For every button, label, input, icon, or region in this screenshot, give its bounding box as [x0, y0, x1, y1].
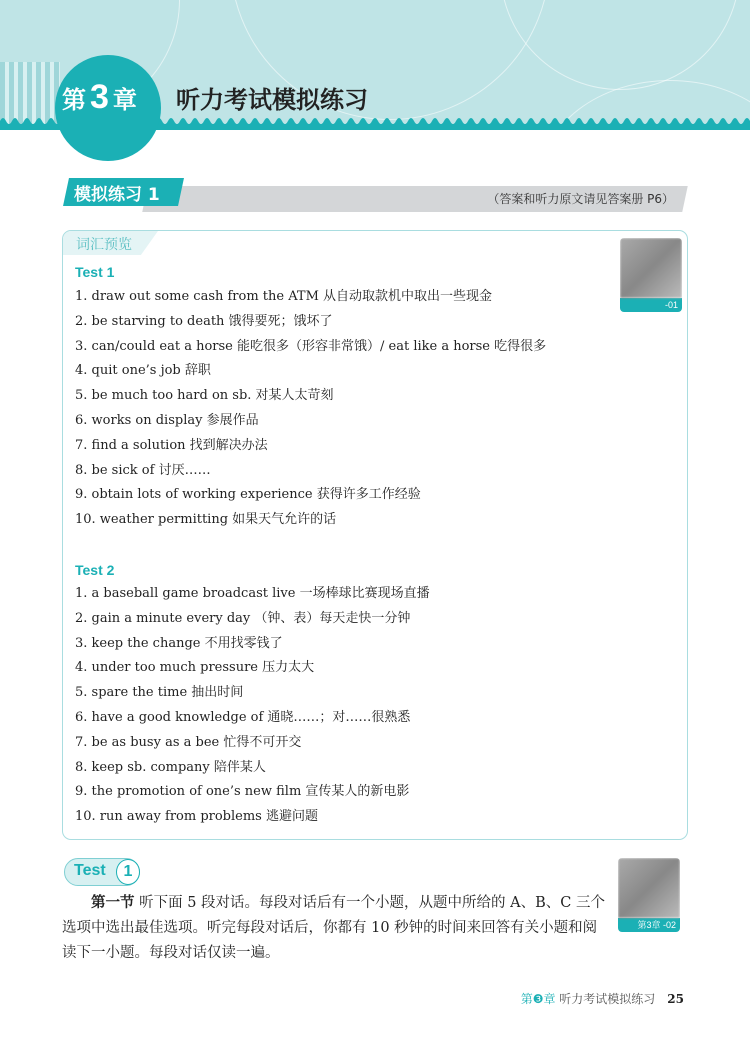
- vocab-item: 1. draw out some cash from the ATM 从自动取款机中取出一些现金: [75, 289, 493, 304]
- vocab-item: 5. spare the time 抽出时间: [75, 685, 244, 701]
- vocab-item: 7. be as busy as a bee 忙得不可开交: [75, 734, 302, 750]
- vocab-item: 4. quit one’s job 辞职: [75, 363, 211, 379]
- vocab-item: 5. be much too hard on sb. 对某人太苛刻: [75, 388, 334, 404]
- section-label: 模拟练习 1: [74, 185, 160, 205]
- chapter-suffix: 章: [112, 87, 137, 114]
- vocab-item: 8. keep sb. company 陪伴某人: [75, 759, 266, 775]
- qr-caption: 第3章 -02: [618, 918, 680, 932]
- vocab-item: 1. a baseball game broadcast live 一场棒球比赛现场直播: [75, 586, 430, 601]
- page-number: 25: [667, 992, 684, 1006]
- chapter-num: 3: [90, 78, 109, 116]
- vocab-item: 3. keep the change 不用找零钱了: [75, 635, 283, 651]
- test2-heading: Test 2: [75, 562, 115, 578]
- vocab-item: 9. obtain lots of working experience 获得许多工作经验: [75, 487, 421, 503]
- instructions: [62, 890, 608, 966]
- test-number: 1: [116, 859, 140, 885]
- vocab-item: 6. have a good knowledge of 通晓……；对……很熟悉: [75, 709, 411, 725]
- vocab-item: 7. find a solution 找到解决办法: [75, 437, 268, 453]
- vocab-item: 6. works on display 参展作品: [75, 412, 259, 428]
- qr-code-2[interactable]: [618, 858, 680, 932]
- page-footer: [521, 990, 684, 1007]
- vocab-item: 9. the promotion of one’s new film 宣传某人的新电影: [75, 784, 410, 800]
- vocab-item: 10. run away from problems 逃避问题: [75, 809, 318, 825]
- vocab-item: 2. be starving to death 饿得要死；饿坏了: [75, 313, 333, 329]
- qr-image: [620, 238, 682, 298]
- vocab-item: 10. weather permitting 如果天气允许的话: [75, 512, 337, 528]
- test2-vocab-list: [75, 582, 430, 830]
- test-label: Test: [74, 862, 106, 879]
- test1-vocab-list: [75, 285, 546, 533]
- qr-code-1[interactable]: [620, 238, 682, 312]
- section-note: （答案和听力原文请见答案册 P6）: [487, 192, 674, 206]
- vocab-tab: 词汇预览: [76, 237, 132, 253]
- footer-title: 听力考试模拟练习: [559, 992, 656, 1006]
- section-title: 第一节: [91, 894, 135, 911]
- qr-image: [618, 858, 680, 918]
- chapter-prefix: 第: [62, 87, 86, 114]
- vocab-item: 4. under too much pressure 压力太大: [75, 660, 315, 676]
- chapter-title: 听力考试模拟练习: [176, 86, 368, 114]
- vocab-item: 8. be sick of 讨厌……: [75, 462, 211, 478]
- vocab-item: 3. can/could eat a horse 能吃很多（形容非常饿）/ eat like a horse 吃得很多: [75, 338, 547, 354]
- test1-heading: Test 1: [75, 264, 115, 280]
- vocab-item: 2. gain a minute every day （钟、表）每天走快一分钟: [75, 610, 411, 626]
- instructions-text: 听下面 5 段对话。每段对话后有一个小题，从题中所给的 A、B、C 三个选项中选出最佳选项。听完每段对话后，你都有 10 秒钟的时间来回答有关小题和阅读下一小题。每段对话仅读一遍。: [62, 895, 605, 961]
- footer-chapter: 第❸章: [520, 992, 556, 1006]
- chapter-number: [62, 78, 137, 117]
- qr-caption: -01: [620, 298, 682, 312]
